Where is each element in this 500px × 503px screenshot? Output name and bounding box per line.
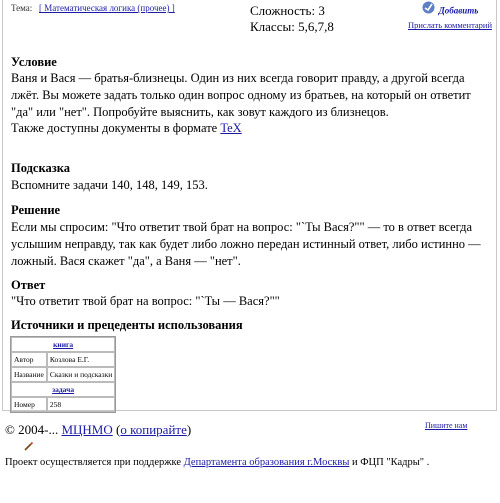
add-label[interactable]: Добавить [438,5,479,16]
project-line [5,457,429,468]
book-link[interactable]: книга [53,340,74,349]
sources-title: Источники и прецеденты использования [11,318,243,332]
send-comment-link[interactable]: Прислать комментарий [407,20,493,31]
table-row [11,367,115,382]
table-row [11,397,115,412]
add-comment-icon[interactable] [422,1,435,19]
pen-icon [24,438,33,456]
condition-text: Ваня и Вася — братья-близнецы. Один из них всегда говорит правду, а другой всегда лжёт. Вы можете задать только один вопрос одному из братьев, на который он ответит "да" или "нет". Попробуйте выяснить, как зовут каждого из близнецов. [11,71,471,119]
project-suffix: и ФЦП "Кадры" . [349,457,430,468]
write-us-link[interactable]: Пишите нам [425,421,468,430]
copyright-prefix: © 2004-... [5,422,59,437]
project-prefix: Проект осуществляется при поддержке [5,457,184,468]
topic-link-anchor[interactable]: [ Математическая логика (прочее) ] [39,3,175,13]
author-value: Козлова Е.Г. [47,352,115,367]
copyright: © 2004-... МЦНМО (о копирайте) [5,422,192,437]
add-block [405,1,495,30]
task-link[interactable]: задача [52,385,75,394]
solution-title: Решение [11,203,61,217]
condition-title: Условие [11,55,57,69]
number-value: 258 [47,397,115,412]
problem-header [3,0,496,48]
department-link[interactable]: Департамента образования г.Москвы [183,457,350,468]
tex-link[interactable]: TeX [220,121,242,135]
answer-text: "Что ответит твой брат на вопрос: "`Ты — Вася?"" [11,294,280,308]
title-label: Название [11,367,47,382]
mccme-link[interactable]: МЦНМО [61,422,113,437]
hint-title: Подсказка [11,161,71,175]
table-row [11,382,115,397]
book-header-cell [11,337,115,352]
problem-box [2,0,497,411]
about-copy-link[interactable]: о копирайте [120,422,187,437]
sources-table [10,336,116,413]
number-label: Номер [11,397,47,412]
task-header-cell [11,382,115,397]
hint-text: Вспомните задачи 140, 148, 149, 153. [11,178,208,192]
table-row [11,337,115,352]
topic-link[interactable] [39,3,175,13]
answer-title: Ответ [11,278,46,292]
title-value: Сказки и подсказки [47,367,115,382]
author-label: Автор [11,352,47,367]
tex-line [11,121,242,136]
topic-label: Тема: [11,3,33,13]
grades: Классы: 5,6,7,8 [250,19,334,34]
solution-text: Если мы спросим: "Что ответит твой брат на вопрос: "`Ты Вася?"" — то в ответ всегда услышим неправду, так как будет либо ложно передан истинный ответ, либо истинно — ложный. Вася скажет "да", а Ваня — "нет". [11,220,481,268]
difficulty: Сложность: 3 [250,3,325,18]
table-row [11,352,115,367]
tex-prefix: Также доступны документы в формате [11,121,221,135]
